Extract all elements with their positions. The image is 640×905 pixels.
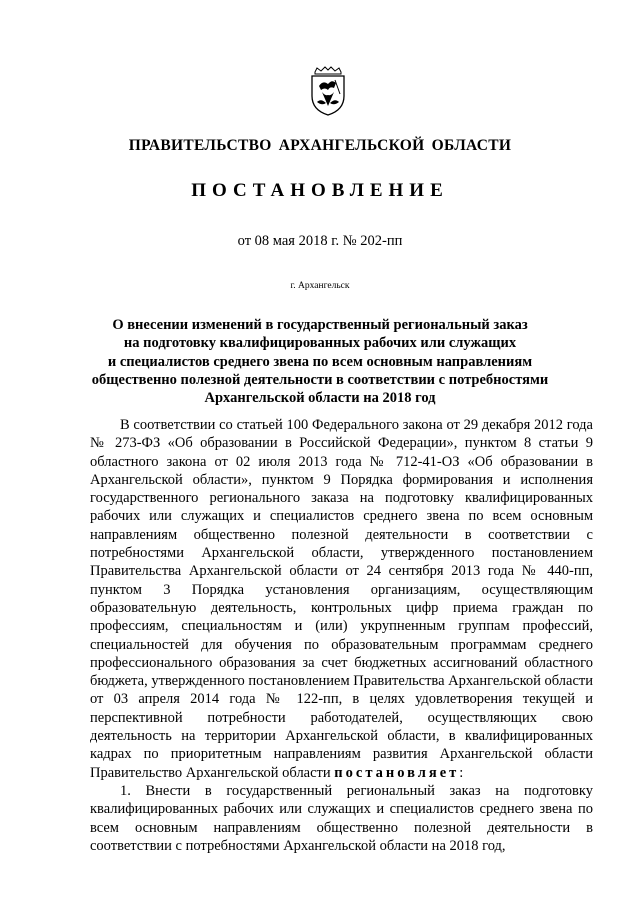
preamble-text: В соответствии со статьей 100 Федерального закона от 29 декабря 2012 года № 273-ФЗ «Об образовании в Российской Федерации», пунктом 8 статьи 9 областного закона от 02 июля 2013 года № 712-41-ОЗ «Об образовании в Архангельской области», пунктом 9 Порядка формирования и исполнения государственного регионального заказа на подготовку квалифицированных рабочих или служащих и специалистов среднего звена по всем основным направлениям общественно полезной деятельности в соответствии с потребностями Архангельской области, утвержденного постановлением Правительства Архангельской области от 24 сентября 2013 года № 440-пп, пунктом 3 Порядка установления организациям, осуществляющим образовательную деятельность, контрольных цифр приема граждан по профессиям, специальностям и (или) укрупненным группам профессий, специальностей для обучения по образовательным программам среднего профессионального образования за счет бюджетных ассигнований областного бюджета, утвержденного постановлением Правительства Архангельской области от 03 апреля 2014 года № 122-пп, в целях удовлетворения текущей и перспективной потребности работодателей, осуществляющих свою деятельность на территории Архангельской области, в квалифицированных кадрах по приоритетным направлениям развития Архангельской области Правительство Архангельской области: [90, 417, 593, 781]
document-title: [90, 316, 550, 407]
document-date-number: от 08 мая 2018 г. № 202-пп: [237, 233, 403, 249]
document-type: ПОСТАНОВЛЕНИЕ: [191, 180, 449, 201]
organization-name: ПРАВИТЕЛЬСТВО АРХАНГЕЛЬСКОЙ ОБЛАСТИ: [128, 137, 512, 154]
coat-of-arms-icon: [309, 66, 347, 116]
document-body: [90, 416, 593, 855]
title-line: общественно полезной деятельности в соответствии с потребностями: [91, 371, 549, 388]
title-line: О внесении изменений в государственный региональный заказ: [112, 317, 528, 333]
title-line: на подготовку квалифицированных рабочих или служащих: [123, 335, 517, 352]
body-paragraph-preamble: [90, 416, 593, 782]
body-paragraph-item-1: 1. Внести в государственный региональный заказ на подготовку квалифицированных рабочих или служащих и специалистов среднего звена по всем основным направлениям общественно полезной деятельности в соответствии с потребностями Архангельской области на 2018 год,: [90, 782, 593, 854]
preamble-colon: :: [459, 764, 464, 781]
title-line: Архангельской области на 2018 год: [204, 390, 436, 407]
decree-keyword: постановляет: [334, 764, 460, 781]
document-city: г. Архангельск: [290, 281, 350, 291]
title-line: и специалистов среднего звена по всем основным направлениям: [107, 353, 533, 370]
